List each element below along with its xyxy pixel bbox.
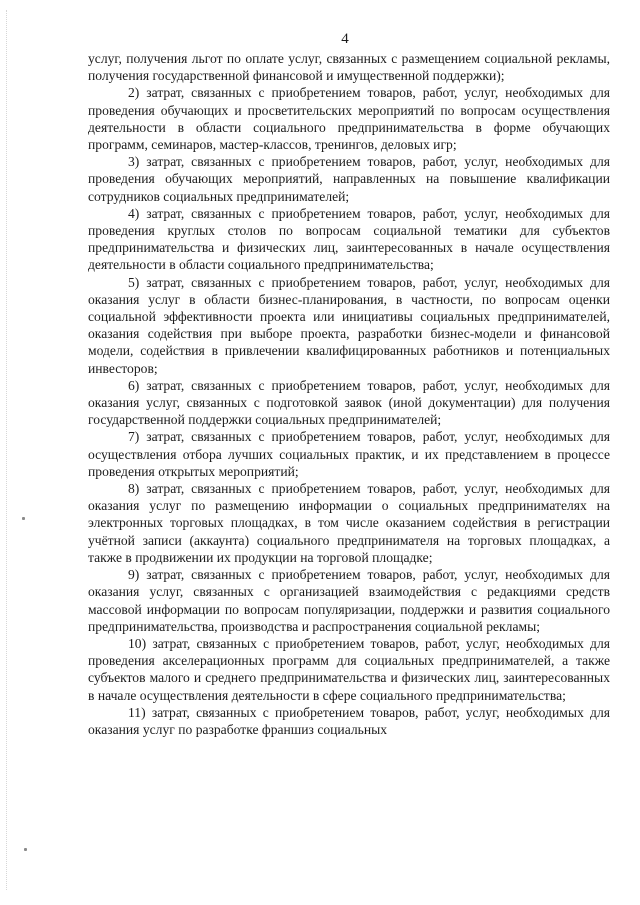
paragraph-continuation: услуг, получения льгот по оплате услуг, связанных с размещением социальной рекламы, получения государственной финансовой и имущественной поддержки); [88,51,610,84]
scan-speck [22,517,25,520]
scan-margin-dots [6,10,8,890]
document-body [88,50,610,738]
list-item-3: 3) затрат, связанных с приобретением товаров, работ, услуг, необходимых для проведения обучающих мероприятий, направленных на повышение квалификации сотрудников социальных предпринимателей; [88,154,610,204]
list-item-7: 7) затрат, связанных с приобретением товаров, работ, услуг, необходимых для осуществления отбора лучших социальных практик, и их представлением в процессе проведения открытых мероприятий; [88,429,610,479]
list-item-8: 8) затрат, связанных с приобретением товаров, работ, услуг, необходимых для оказания услуг по размещению информации о социальных предпринимателях на электронных торговых площадках, в том числе оказанием содействия в регистрации учётной записи (аккаунта) социального предпринимателя на торговых площадках, а также в продвижении их продукции на торговой площадке; [88,481,610,565]
page-number: 4 [341,31,349,47]
scan-speck [24,848,27,851]
list-item-4: 4) затрат, связанных с приобретением товаров, работ, услуг, необходимых для проведения круглых столов по вопросам социальной тематики для субъектов предпринимательства и физических лиц, заинтересованных в начале осуществления деятельности в области социального предпринимательства; [88,205,610,273]
list-item-9: 9) затрат, связанных с приобретением товаров, работ, услуг, необходимых для оказания услуг, связанных с организацией взаимодействия с редакциями средств массовой информации по вопросам популяризации, поддержки и развития социального предпринимательства, производства и распространения социальной рекламы; [88,567,610,634]
list-item-6: 6) затрат, связанных с приобретением товаров, работ, услуг, необходимых для оказания услуг, связанных с подготовкой заявок (иной документации) для получения государственной поддержки социальных предпринимателей; [88,377,610,428]
list-item-11: 11) затрат, связанных с приобретением товаров, работ, услуг, необходимых для оказания услуг по разработке франшиз социальных [88,704,610,737]
list-item-2: 2) затрат, связанных с приобретением товаров, работ, услуг, необходимых для проведения обучающих и просветительских мероприятий по вопросам осуществления деятельности в области социального предпринимательства в форме обучающих программ, семинаров, мастер-классов, тренингов, деловых игр; [88,85,610,153]
list-item-10: 10) затрат, связанных с приобретением товаров, работ, услуг, необходимых для проведения акселерационных программ для социальных предпринимателей, а также субъектов малого и среднего предпринимательства и физических лиц, заинтересованных в начале осуществления деятельности в сфере социального предпринимательства; [88,635,610,703]
list-item-5: 5) затрат, связанных с приобретением товаров, работ, услуг, необходимых для оказания услуг в области бизнес-планирования, в частности, по вопросам оценки социальной эффективности проекта или инициативы социальных предпринимателей, оказания содействия при выборе проекта, разработки бизнес-модели и финансовой модели, содействия в привлечении квалифицированных работников и потенциальных инвесторов; [88,274,610,376]
